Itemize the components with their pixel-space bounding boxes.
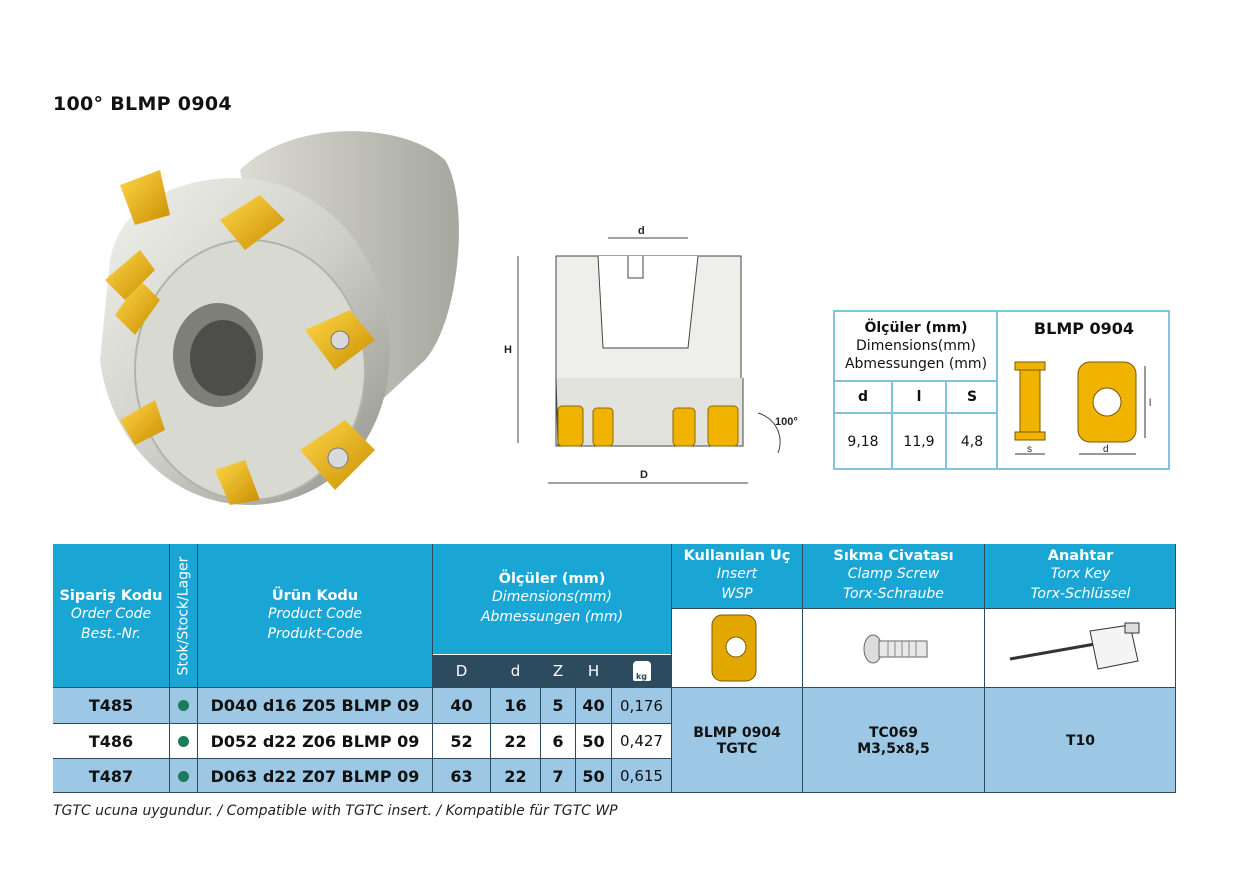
header-dims-de: Abmessungen (mm) (480, 609, 624, 625)
weight-icon: kg (633, 661, 651, 681)
row-0-d: 16 (491, 688, 540, 723)
header-key-tr: Anahtar (1047, 548, 1114, 564)
screw-value-line2: M3,5x8,5 (857, 740, 930, 757)
header-insert-de: WSP (721, 586, 753, 602)
insert-value-cell (672, 688, 802, 793)
dims-col-s: S (966, 389, 978, 405)
in-stock-dot-icon (178, 700, 189, 711)
row-0-weight: 0,176 (612, 688, 671, 723)
header-stock (170, 544, 197, 687)
insert-value-line2: TGTC (716, 740, 758, 757)
row-0-order-code: T485 (53, 688, 169, 723)
insert-icon (672, 609, 802, 687)
row-0-H: 40 (576, 688, 611, 723)
dims-val-s: 4,8 (960, 434, 984, 450)
subheader-D: D (433, 655, 490, 687)
subheader-weight (612, 655, 671, 687)
dims-val-d: 9,18 (847, 434, 879, 450)
subheader-Z: Z (541, 655, 575, 687)
header-clamp-screw (803, 544, 984, 608)
drawing-label-angle: 100° (775, 416, 798, 428)
header-insert-en: Insert (716, 566, 758, 582)
key-image-cell (985, 609, 1176, 687)
insert-label-d: d (1103, 444, 1109, 455)
row-2-order-code: T487 (53, 759, 169, 793)
page-title: 100° BLMP 0904 (53, 93, 232, 115)
header-order-code-de: Best.-Nr. (81, 625, 141, 642)
header-product-tr: Ürün Kodu (271, 587, 359, 604)
insert-dimensions-box (833, 310, 1170, 470)
header-order-code-en: Order Code (70, 605, 152, 622)
row-0-D: 40 (433, 688, 490, 723)
header-order-code (53, 544, 169, 687)
screw-value-line1: TC069 (868, 724, 919, 741)
header-screw-tr: Sıkma Civatası (833, 548, 954, 564)
insert-label-s: s (1027, 444, 1032, 455)
row-2-Z: 7 (541, 759, 575, 793)
header-torx-key (985, 544, 1176, 608)
milling-cutter-image (60, 120, 470, 525)
dims-box-insert-title: BLMP 0904 (1033, 318, 1135, 338)
in-stock-dot-icon (178, 771, 189, 782)
header-dimensions (433, 544, 671, 654)
header-product-code (198, 544, 432, 687)
drawing-label-D: D (640, 469, 648, 481)
insert-label-l: l (1149, 398, 1152, 409)
dims-box-head-de: Abmessungen (mm) (844, 356, 988, 372)
insert-image-cell (672, 609, 802, 687)
row-1-d: 22 (491, 724, 540, 758)
header-key-de: Torx-Schlüssel (1030, 586, 1131, 602)
row-2-d: 22 (491, 759, 540, 793)
header-screw-de: Torx-Schraube (843, 586, 944, 602)
row-1-order-code: T486 (53, 724, 169, 758)
drawing-label-d: d (638, 225, 645, 237)
screw-value-cell (803, 688, 984, 793)
key-value-cell: T10 (985, 688, 1176, 793)
row-1-H: 50 (576, 724, 611, 758)
drawing-label-H: H (504, 344, 512, 356)
subheader-d: d (491, 655, 540, 687)
in-stock-dot-icon (178, 736, 189, 747)
subheader-H: H (576, 655, 611, 687)
dims-val-l: 11,9 (903, 434, 935, 450)
header-dims-en: Dimensions(mm) (492, 589, 612, 605)
row-1-stock (170, 724, 197, 758)
header-order-code-tr: Sipariş Kodu (59, 587, 163, 604)
header-insert-tr: Kullanılan Uç (683, 548, 791, 564)
row-0-product-code: D040 d16 Z05 BLMP 09 (198, 688, 432, 723)
screw-image-cell (803, 609, 984, 687)
header-product-en: Product Code (267, 605, 362, 622)
row-2-product-code: D063 d22 Z07 BLMP 09 (198, 759, 432, 793)
footnote: TGTC ucuna uygundur. / Compatible with TGTC insert. / Kompatible für TGTC WP (53, 803, 618, 819)
screw-icon (803, 609, 984, 687)
row-2-H: 50 (576, 759, 611, 793)
header-product-de: Produkt-Code (267, 625, 363, 642)
dims-col-l: l (916, 389, 922, 405)
header-key-en: Torx Key (1050, 566, 1111, 582)
row-2-D: 63 (433, 759, 490, 793)
technical-drawing (498, 218, 808, 493)
row-2-weight: 0,615 (612, 759, 671, 793)
torx-key-icon (985, 609, 1176, 687)
insert-drawing (1003, 348, 1165, 466)
insert-value-line1: BLMP 0904 (693, 724, 781, 741)
header-stock-label: Stok/Stock/Lager (175, 556, 192, 675)
row-1-Z: 6 (541, 724, 575, 758)
row-0-stock (170, 688, 197, 723)
product-table (53, 544, 1176, 793)
row-1-weight: 0,427 (612, 724, 671, 758)
header-screw-en: Clamp Screw (847, 566, 940, 582)
dims-col-d: d (857, 389, 869, 405)
row-1-product-code: D052 d22 Z06 BLMP 09 (198, 724, 432, 758)
row-1-D: 52 (433, 724, 490, 758)
row-2-stock (170, 759, 197, 793)
header-insert (672, 544, 802, 608)
dims-box-head-en: Dimensions(mm) (856, 338, 976, 354)
header-dims-tr: Ölçüler (mm) (498, 571, 606, 587)
dims-box-head-tr: Ölçüler (mm) (864, 320, 968, 336)
row-0-Z: 5 (541, 688, 575, 723)
